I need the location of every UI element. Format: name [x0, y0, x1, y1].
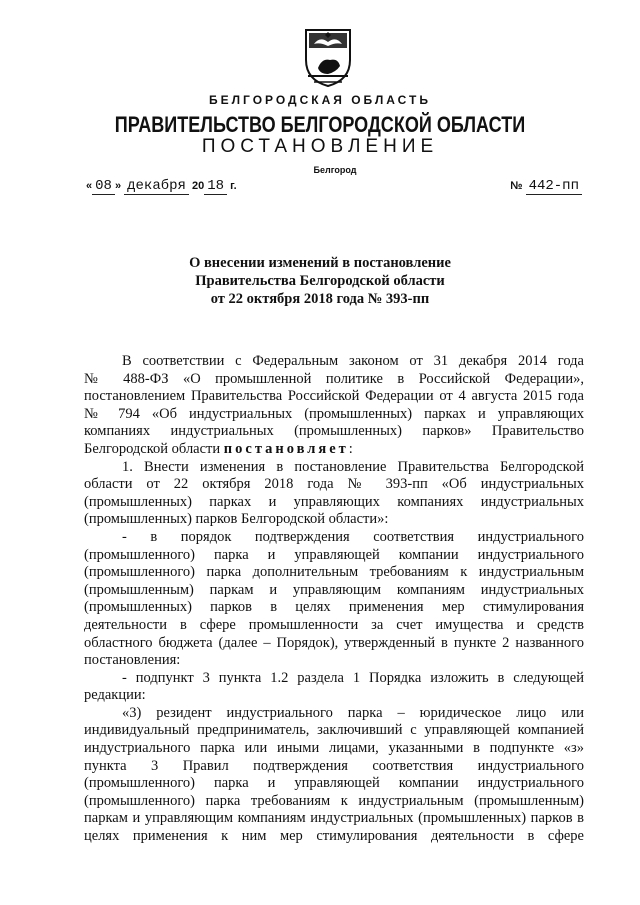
date-month: декабря	[124, 178, 189, 195]
body-line: В соответствии с Федеральным законом от 31 декабря 2014 года	[122, 353, 584, 369]
body-line: (промышленным) паркам и управляющим компаниям индустриальных	[84, 581, 584, 598]
date-year-prefix: 20	[192, 180, 205, 192]
body-line: № 794 «Об индустриальных (промышленных) парках и управляющих	[84, 405, 584, 422]
body-line: целях применения к ним мер стимулирования деятельности в сфере	[84, 828, 584, 845]
title-line: Правительства Белгородской области	[195, 273, 445, 289]
body-line: (промышленного) парка и управляющей компании индустриального	[84, 546, 584, 563]
body-line: (промышленных) парков в целях применения мер стимулирования	[84, 599, 584, 616]
resolution-prefix: Белгородской области	[84, 440, 224, 457]
body-line: (промышленных) парков Белгородской области»:	[84, 511, 389, 528]
body-line: областного бюджета (далее – Порядок), утвержденный в пункте 2 названного	[84, 634, 584, 651]
date-day: 08	[92, 178, 115, 195]
body-line: (промышленных) парках и управляющих компаниях индустриальных	[84, 493, 584, 510]
body-line: (промышленного) парка дополнительным требованиям к индустриальным	[84, 564, 584, 581]
body-line: пункта 3 Правил подтверждения соответствия индустриального	[84, 757, 584, 774]
date-year-abbr: г.	[230, 180, 237, 192]
coat-of-arms-icon	[300, 24, 356, 88]
date-year-suffix: 18	[204, 178, 227, 195]
document-date	[86, 178, 237, 194]
body-line: постановления:	[84, 652, 181, 669]
number-prefix: №	[510, 180, 523, 192]
body-line: (промышленного) парка требованиям к индустриальным (промышленным)	[84, 792, 584, 809]
document-title	[0, 254, 640, 308]
date-open-quote: «	[86, 180, 93, 192]
resolution-colon: :	[348, 440, 353, 457]
body-line: (промышленного) парка и управляющей компании индустриального	[84, 775, 584, 792]
title-line: от 22 октября 2018 года № 393-пп	[210, 291, 430, 307]
date-close-quote: »	[114, 180, 122, 192]
body-line: № 488-ФЗ «О промышленной политике в Российской Федерации»,	[84, 370, 584, 387]
document-body	[84, 353, 584, 846]
government-name: ПРАВИТЕЛЬСТВО БЕЛГОРОДСКОЙ ОБЛАСТИ	[114, 112, 526, 137]
body-line: деятельности в сфере промышленности за счет имущества и средств	[84, 616, 584, 633]
body-line: индустриального парка или иными лицами, указанными в подпункте «з»	[84, 740, 584, 757]
title-line: О внесении изменений в постановление	[189, 255, 451, 271]
body-line: компаниях индустриальных (промышленных) парков» Правительство	[84, 423, 584, 440]
number-value: 442-пп	[526, 178, 582, 195]
body-line: индивидуальный предприниматель, заключивший с управляющей компанией	[84, 722, 584, 739]
body-line: постановлением Правительства Российской Федерации от 4 августа 2015 года	[84, 388, 584, 405]
document-type: ПОСТАНОВЛЕНИЕ	[201, 136, 439, 157]
resolution-keyword: постановляет	[223, 440, 349, 457]
body-line: «3) резидент индустриального парка – юридическое лицо или	[122, 704, 584, 721]
body-line: - подпункт 3 пункта 1.2 раздела 1 Порядка изложить в следующей	[122, 669, 584, 686]
body-line: - в порядок подтверждения соответствия индустриального	[122, 528, 584, 545]
city-name: Белгород	[313, 165, 357, 175]
body-line: 1. Внести изменения в постановление Правительства Белгородской	[122, 458, 584, 475]
document-number	[510, 178, 582, 194]
body-line: паркам и управляющим компаниям индустриальных (промышленных) парков в	[84, 810, 584, 827]
body-line: области от 22 октября 2018 года № 393-пп «Об индустриальных	[84, 476, 584, 493]
body-line	[84, 441, 584, 459]
body-line: редакции:	[84, 687, 146, 704]
region-name: БЕЛГОРОДСКАЯ ОБЛАСТЬ	[209, 93, 431, 107]
